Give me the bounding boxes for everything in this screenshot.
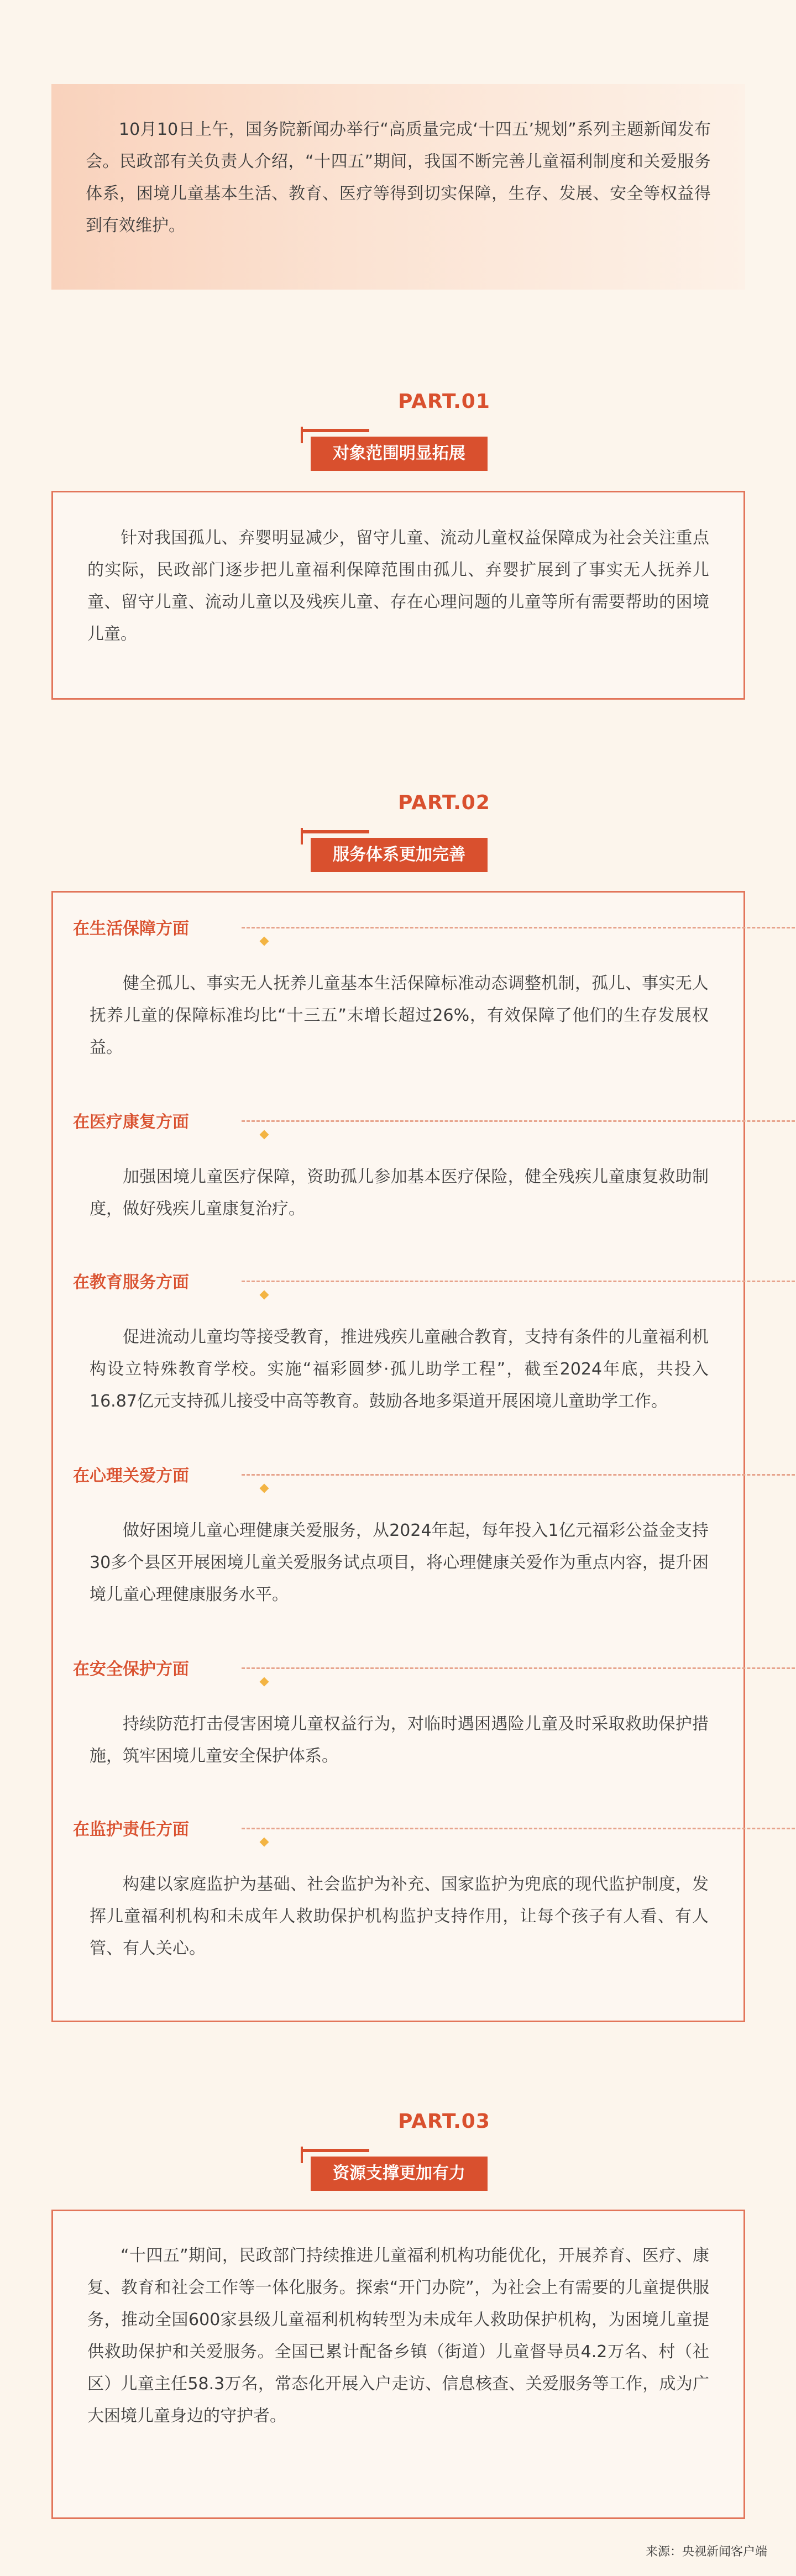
part-01-banner [298, 423, 498, 471]
section-text: 加强困境儿童医疗保障，资助孤儿参加基本医疗保险，健全残疾儿童康复救助制度，做好残疾儿童康复治疗。 [90, 1167, 709, 1219]
intro-box [51, 84, 745, 290]
section-title: 在教育服务方面 [73, 1273, 189, 1292]
intro-text: 10月10日上午，国务院新闻办举行“高质量完成‘十四五’规划”系列主题新闻发布会。民政部有关负责人介绍，“十四五”期间，我国不断完善儿童福利制度和关爱服务体系，困境儿童基本生活、教育、医疗等得到切实保障，生存、发展、安全等权益得到有效维护。 [86, 120, 711, 235]
part-03-title: 资源支撑更加有力 [311, 2157, 488, 2191]
section-title: 在安全保护方面 [73, 1660, 189, 1679]
part-01-box [51, 491, 745, 700]
section-text: 做好困境儿童心理健康关爱服务，从2024年起，每年投入1亿元福彩公益金支持30多个县区开展困境儿童关爱服务试点项目，将心理健康关爱作为重点内容，提升困境儿童心理健康服务水平。 [90, 1521, 709, 1604]
diamond-icon [260, 937, 269, 946]
banner-decoration [303, 429, 369, 432]
part-02-banner [298, 825, 498, 872]
diamond-icon [260, 1484, 269, 1493]
part-03-box [51, 2210, 745, 2519]
section-title: 在医疗康复方面 [73, 1113, 189, 1132]
banner-decoration [303, 2149, 369, 2152]
diamond-icon [260, 1677, 269, 1687]
part-02-title: 服务体系更加完善 [311, 838, 488, 872]
diamond-icon [260, 1290, 269, 1300]
part-01-label: PART.01 [398, 390, 490, 413]
dashed-divider [242, 1281, 796, 1282]
dashed-divider [242, 1120, 796, 1122]
dashed-divider [242, 1828, 796, 1829]
section-title: 在生活保障方面 [73, 919, 189, 938]
banner-decoration [303, 830, 369, 833]
dashed-divider [242, 1474, 796, 1476]
section-text: 促进流动儿童均等接受教育，推进残疾儿童融合教育，支持有条件的儿童福利机构设立特殊教育学校。实施“福彩圆梦·孤儿助学工程”，截至2024年底，共投入16.87亿元支持孤儿接受中高等教育。鼓励各地多渠道开展困境儿童助学工作。 [90, 1328, 709, 1411]
part-03-label: PART.03 [398, 2110, 490, 2133]
section-text: 持续防范打击侵害困境儿童权益行为，对临时遇困遇险儿童及时采取救助保护措施，筑牢困境儿童安全保护体系。 [90, 1714, 709, 1766]
section-title: 在监护责任方面 [73, 1820, 189, 1839]
section-text: 构建以家庭监护为基础、社会监护为补充、国家监护为兜底的现代监护制度，发挥儿童福利机构和未成年人救助保护机构监护支持作用，让每个孩子有人看、有人管、有人关心。 [90, 1875, 709, 1958]
part-01-title: 对象范围明显拓展 [311, 437, 488, 471]
part-02-box [51, 891, 745, 2022]
section-text: 健全孤儿、事实无人抚养儿童基本生活保障标准动态调整机制，孤儿、事实无人抚养儿童的保障标准均比“十三五”末增长超过26%，有效保障了他们的生存发展权益。 [90, 974, 709, 1057]
dashed-divider [242, 1667, 796, 1669]
part-03-banner [298, 2143, 498, 2191]
part-03-text: “十四五”期间，民政部门持续推进儿童福利机构功能优化，开展养育、医疗、康复、教育和社会工作等一体化服务。探索“开门办院”，为社会上有需要的儿童提供服务，推动全国600家县级儿童福利机构转型为未成年人救助保护机构，为困境儿童提供救助保护和关爱服务。全国已累计配备乡镇（街道）儿童督导员4.2万名、村（社区）儿童主任58.3万名，常态化开展入户走访、信息核查、关爱服务等工作，成为广大困境儿童身边的守护者。 [87, 2246, 709, 2426]
part-02-label: PART.02 [398, 791, 490, 814]
dashed-divider [242, 927, 796, 928]
diamond-icon [260, 1838, 269, 1847]
section-title: 在心理关爱方面 [73, 1466, 189, 1486]
diamond-icon [260, 1130, 269, 1140]
source-credit: 来源：央视新闻客户端 [645, 2545, 767, 2559]
part-01-text: 针对我国孤儿、弃婴明显减少，留守儿童、流动儿童权益保障成为社会关注重点的实际，民政部门逐步把儿童福利保障范围由孤儿、弃婴扩展到了事实无人抚养儿童、留守儿童、流动儿童以及残疾儿童、存在心理问题的儿童等所有需要帮助的困境儿童。 [87, 528, 709, 644]
